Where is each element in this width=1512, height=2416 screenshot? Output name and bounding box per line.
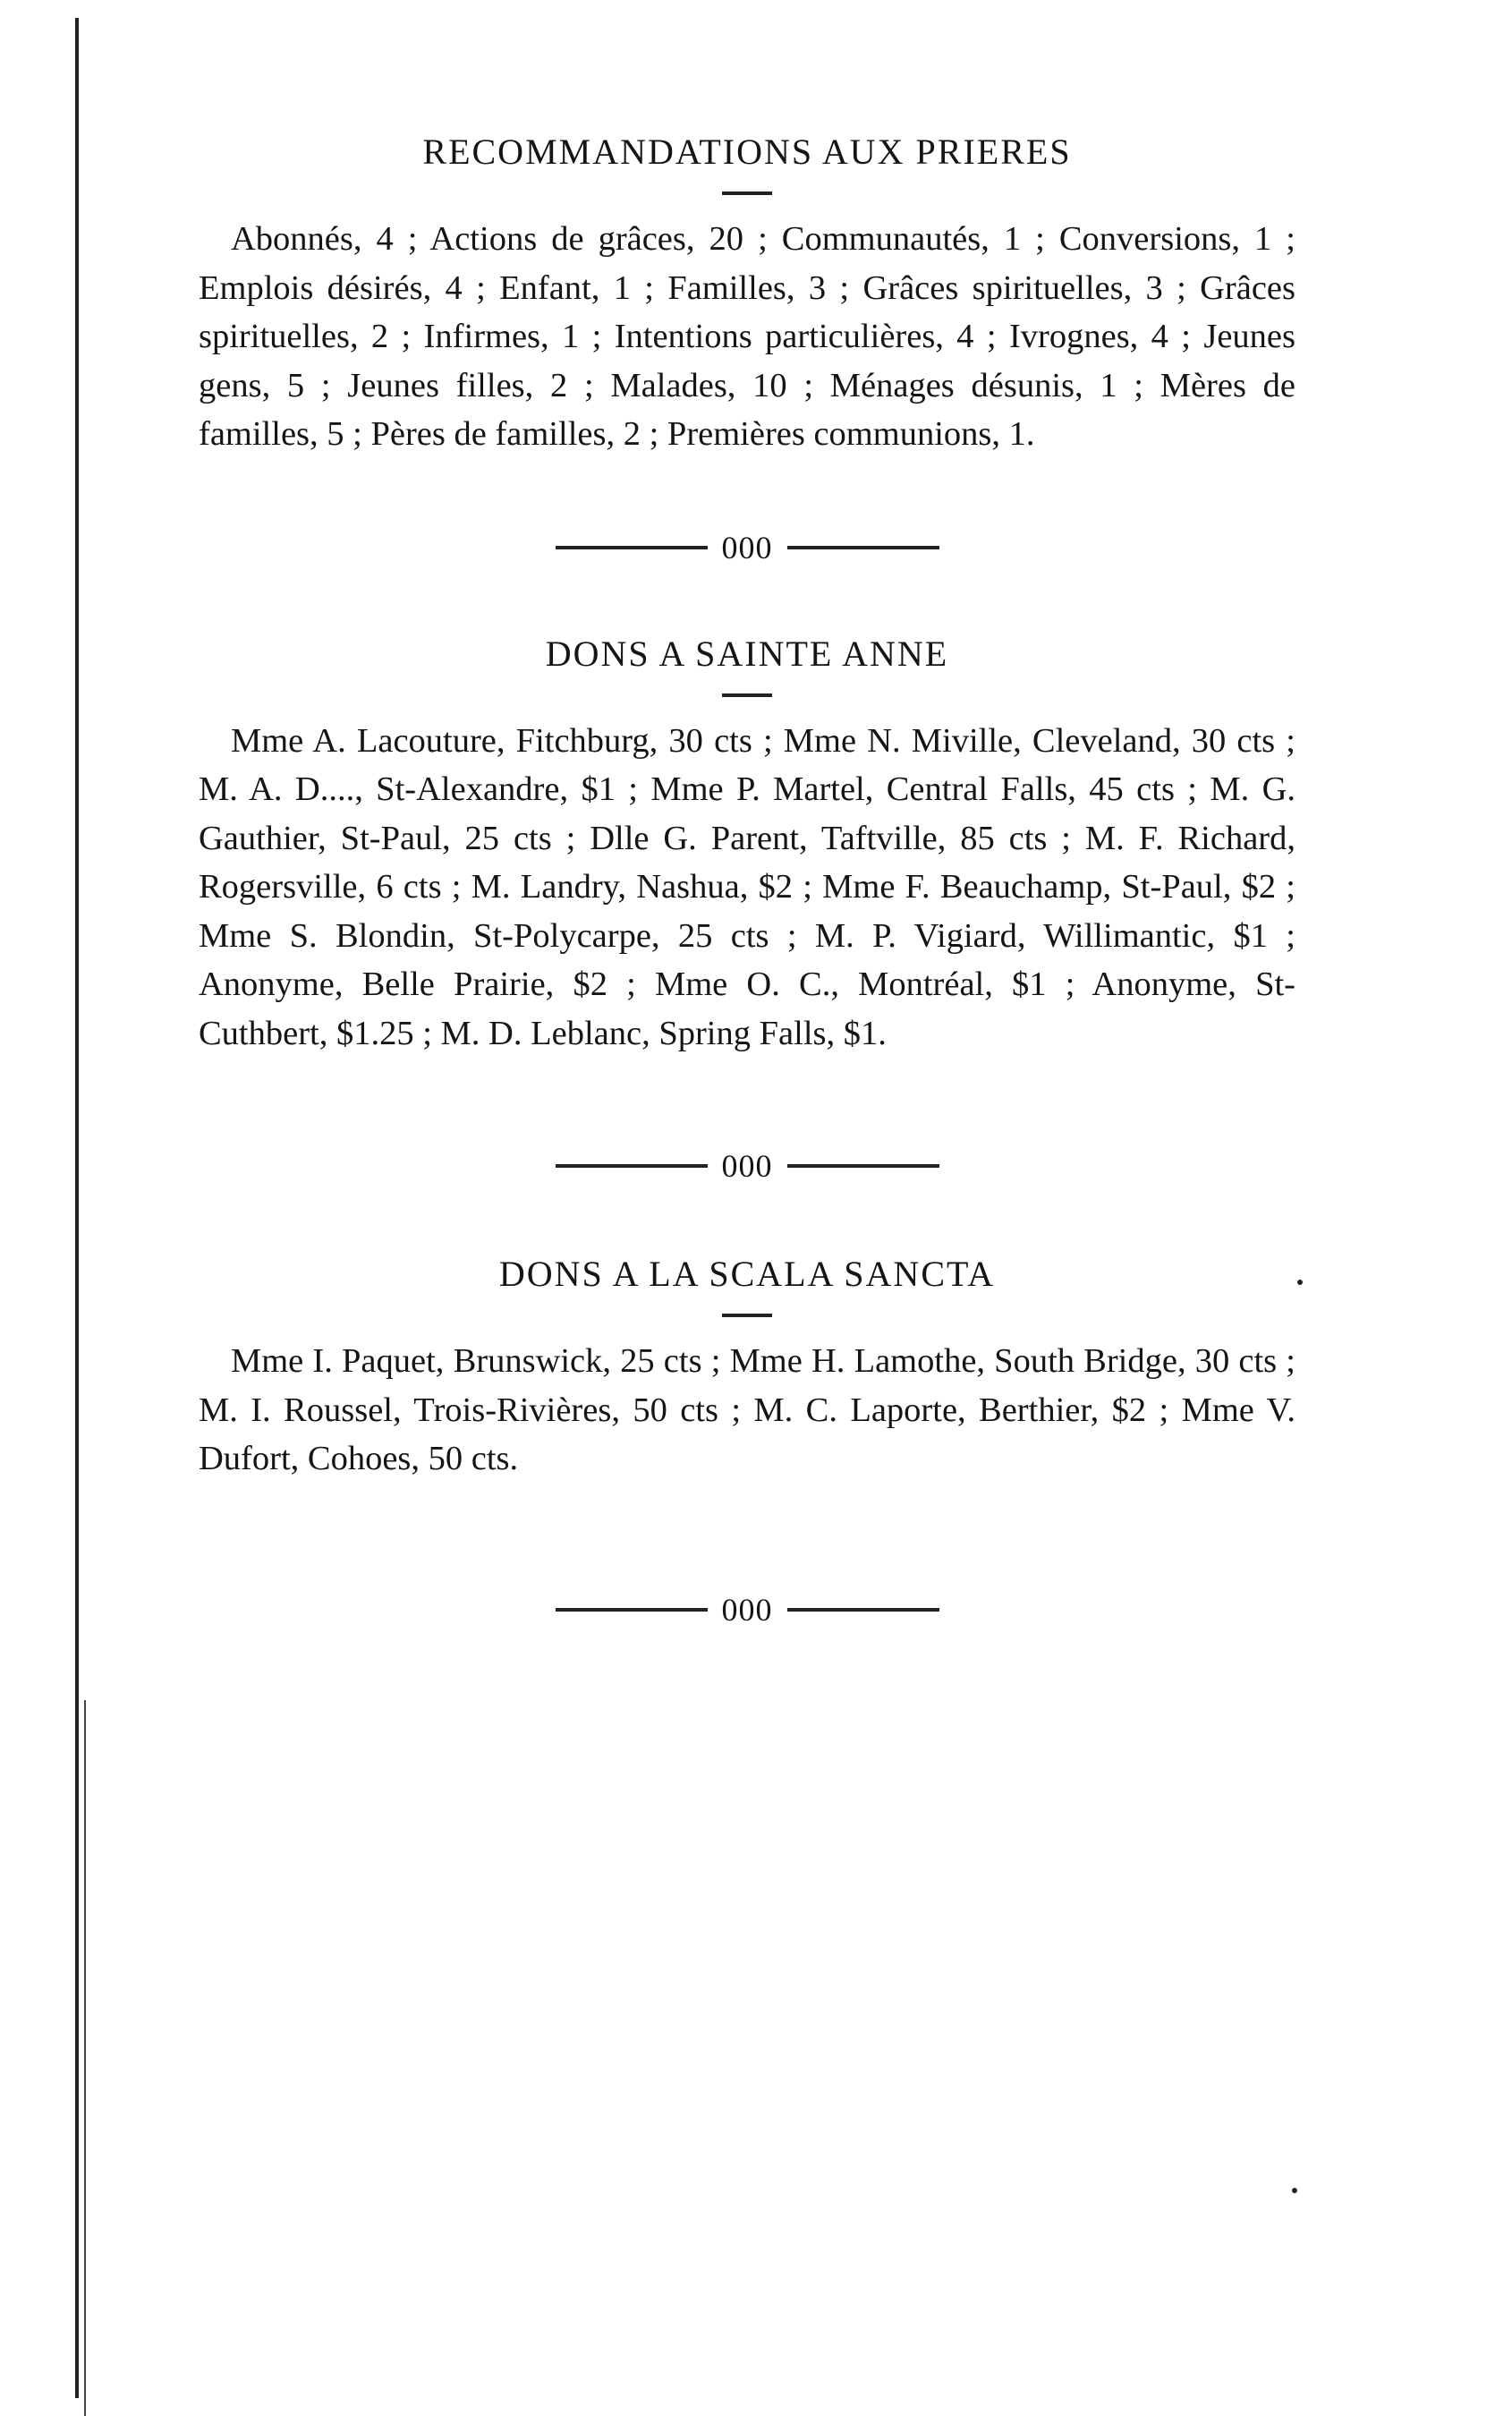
section-separator [199, 1591, 1295, 1629]
scan-binding-edge [75, 18, 84, 2398]
separator-label: 000 [721, 1591, 773, 1628]
separator-label: 000 [721, 1148, 773, 1184]
heading-rule [722, 1314, 772, 1317]
section-separator [199, 1147, 1295, 1185]
section-separator [199, 529, 1295, 566]
heading-rule [722, 191, 772, 195]
scan-speck [1292, 2188, 1297, 2193]
separator-label: 000 [721, 529, 773, 566]
section-heading-recommandations: RECOMMANDATIONS AUX PRIERES [422, 132, 1072, 172]
scan-speck [1297, 1280, 1303, 1285]
heading-rule [722, 693, 772, 697]
section-heading-dons-sainte-anne: DONS A SAINTE ANNE [545, 633, 949, 674]
section-heading-dons-scala-sancta: DONS A LA SCALA SANCTA [498, 1254, 996, 1294]
separator-dash [556, 1608, 708, 1612]
section-text-dons-scala-sancta: Mme I. Paquet, Brunswick, 25 cts ; Mme H. Lamothe, South Bridge, 30 cts ; M. I. Roussel, Trois-Rivières, 50 cts ; M. C. Laporte, Berthier, $2 ; Mme V. Dufort, Cohoes, 50 cts. [199, 1342, 1295, 1477]
separator-dash [556, 1164, 708, 1168]
separator-dash [787, 1164, 939, 1168]
section-text-recommandations: Abonnés, 4 ; Actions de grâces, 20 ; Communautés, 1 ; Conversions, 1 ; Emplois désirés, 4 ; Enfant, 1 ; Familles, 3 ; Grâces spirituelles, 3 ; Grâces spirituelles, 2 ; Infirmes, 1 ; Intentions particulières, 4 ; Ivrognes, 4 ; Jeunes gens, 5 ; Jeunes filles, 2 ; Malades, 10 ; Ménages désunis, 1 ; Mères de familles, 5 ; Pères de familles, 2 ; Premières communions, 1. [199, 220, 1295, 453]
separator-dash [787, 1608, 939, 1612]
section-text-dons-sainte-anne: Mme A. Lacouture, Fitchburg, 30 cts ; Mme N. Miville, Cleveland, 30 cts ; M. A. D...., St-Alexandre, $1 ; Mme P. Martel, Central Falls, 45 cts ; M. G. Gauthier, St-Paul, 25 cts ; Dlle G. Parent, Taftville, 85 cts ; M. F. Richard, Rogersville, 6 cts ; M. Landry, Nashua, $2 ; Mme F. Beauchamp, St-Paul, $2 ; Mme S. Blondin, St-Polycarpe, 25 cts ; M. P. Vigiard, Willimantic, $1 ; Anonyme, Belle Prairie, $2 ; Mme O. C., Montréal, $1 ; Anonyme, St-Cuthbert, $1.25 ; M. D. Leblanc, Spring Falls, $1. [199, 721, 1295, 1052]
page-content [199, 134, 1295, 1629]
separator-dash [787, 546, 939, 549]
separator-dash [556, 546, 708, 549]
